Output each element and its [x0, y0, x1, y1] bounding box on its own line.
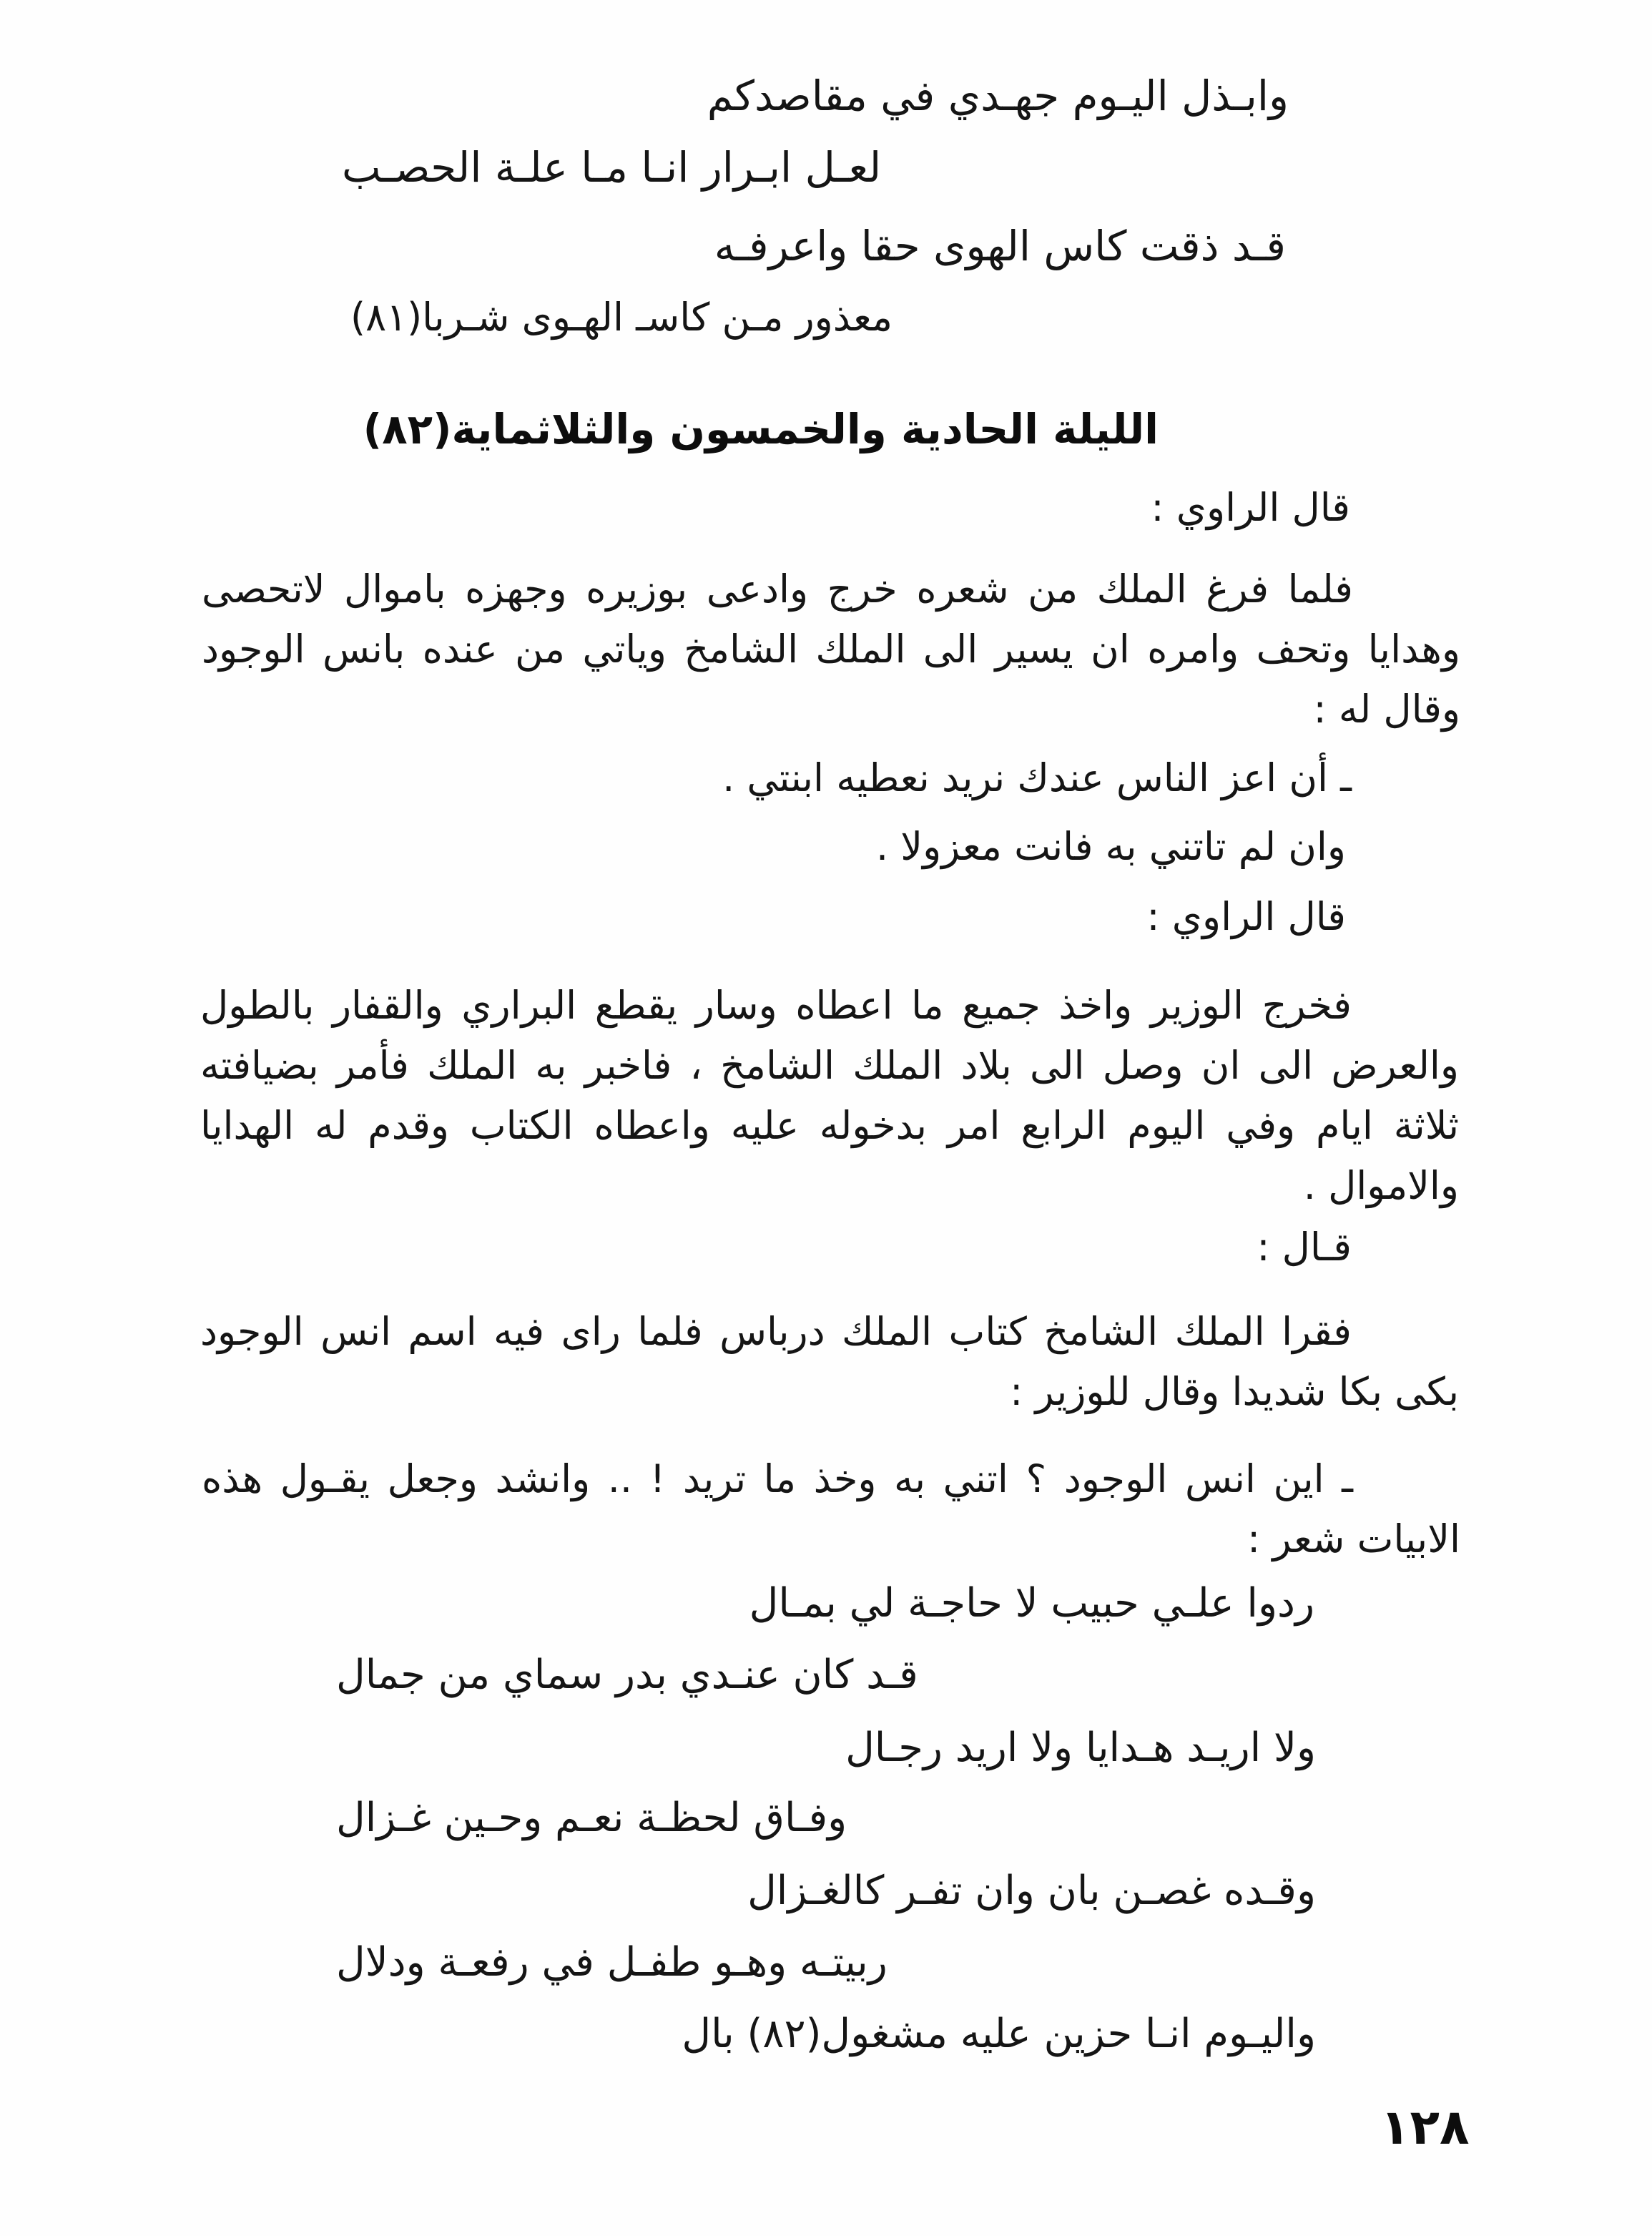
poem-bottom-line-3: ولا اريـد هـدايا ولا اريد رجـال — [845, 1725, 1316, 1771]
paragraph-1: فلما فرغ الملك من شعره خرج وادعى بوزيره وجهزه باموال لاتحصى وهدايا وتحف وامره ان يسير الى الملك الشامخ وياتي من عنده بانس الوجود وقال له : — [202, 567, 1460, 732]
poem-bottom-line-4: وفـاق لحظـة نعـم وحـين غـزال — [336, 1795, 847, 1841]
section-heading: الليلة الحادية والخمسون والثلاثماية(٨٢) — [363, 405, 1159, 453]
poem-top-line-1: وابـذل اليـوم جهـدي في مقاصدكم — [707, 72, 1289, 120]
page-number: ١٢٨ — [1380, 2099, 1470, 2156]
poem-top-line-4: معذور مـن كاسـ الهـوى شـربا(٨١) — [350, 295, 893, 340]
poem-bottom-line-1: ردوا علـي حبيب لا حاجـة لي بمـال — [749, 1580, 1314, 1627]
speech-line-2: وان لم تاتني به فانت معزولا . — [875, 824, 1346, 869]
narrator-label-1: قال الراوي : — [1151, 485, 1350, 530]
paragraph-3: فقرا الملك الشامخ كتاب الملك درباس فلما راى فيه اسم انس الوجود بكى بكا شديدا وقال للوزير : — [200, 1309, 1459, 1414]
poem-bottom-line-6: ربيتـه وهـو طفـل في رفعـة ودلال — [336, 1939, 888, 1986]
paragraph-4: ـ اين انس الوجود ؟ اتني به وخذ ما تريد ! .. وانشد وجعل يقـول هذه الابيات شعر : — [202, 1456, 1460, 1561]
poem-bottom-line-7: واليـوم انـا حزين عليه مشغول(٨٢) بال — [682, 2011, 1316, 2057]
speech-line-1: ـ أن اعز الناس عندك نريد نعطيه ابنتي . — [722, 755, 1352, 800]
narrator-label-3: قـال : — [1257, 1225, 1352, 1270]
poem-bottom-line-2: قـد كان عنـدي بدر سماي من جمال — [336, 1652, 918, 1698]
paragraph-2: فخرج الوزير واخذ جميع ما اعطاه وسار يقطع البراري والقفار بالطول والعرض الى ان وصل الى بلاد الملك الشامخ ، فاخبر به الملك فأمر بضيافته ثلاثة ايام وفي اليوم الرابع امر بدخوله عليه واعطاه الكتاب وقدم له الهدايا والاموال . — [200, 983, 1459, 1208]
poem-bottom-line-5: وقـده غصـن بان وان تفـر كالغـزال — [747, 1868, 1316, 1914]
poem-top-line-2: لعـل ابـرار انـا مـا علـة الحصـب — [342, 143, 882, 192]
poem-top-line-3: قـد ذقت كاس الهوى حقا واعرفـه — [714, 222, 1286, 270]
narrator-label-2: قال الراوي : — [1146, 894, 1346, 939]
